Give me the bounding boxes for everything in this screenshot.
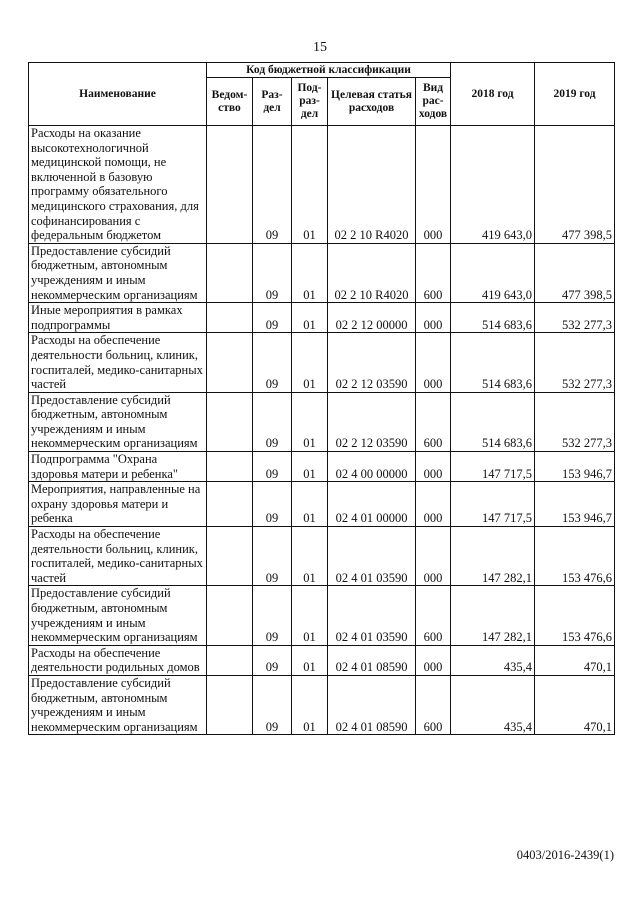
row-vedomstvo [207,675,253,734]
row-vid: 000 [416,482,451,527]
row-2019: 532 277,3 [535,333,615,392]
table-row [29,527,615,586]
table-row [29,243,615,302]
row-2019: 477 398,5 [535,126,615,244]
row-name: Предоставление субсидий бюджетным, автономным учреждениям и иным некоммерческим организациям [29,243,207,302]
row-vid: 600 [416,392,451,451]
row-podrazdel: 01 [292,675,328,734]
row-vid: 600 [416,586,451,645]
budget-table [28,62,615,735]
row-2018: 435,4 [451,675,535,734]
row-podrazdel: 01 [292,126,328,244]
row-name: Мероприятия, направленные на охрану здоровья матери и ребенка [29,482,207,527]
row-statya: 02 4 01 03590 [328,586,416,645]
row-podrazdel: 01 [292,527,328,586]
row-name: Иные мероприятия в рамках подпрограммы [29,303,207,333]
table-row [29,675,615,734]
row-razdel: 09 [253,586,292,645]
row-vedomstvo [207,126,253,244]
row-name: Предоставление субсидий бюджетным, автономным учреждениям и иным некоммерческим организациям [29,392,207,451]
row-statya: 02 2 12 03590 [328,333,416,392]
header-vid: Вид рас-ходов [416,78,451,126]
row-vid: 000 [416,126,451,244]
row-statya: 02 4 01 00000 [328,482,416,527]
row-name: Расходы на обеспечение деятельности родильных домов [29,645,207,675]
row-2019: 477 398,5 [535,243,615,302]
row-vedomstvo [207,527,253,586]
row-vedomstvo [207,303,253,333]
row-2018: 147 717,5 [451,482,535,527]
header-budget-code-group: Код бюджетной классификации [207,63,451,78]
row-statya: 02 2 10 R4020 [328,243,416,302]
row-statya: 02 2 10 R4020 [328,126,416,244]
row-name: Расходы на обеспечение деятельности больниц, клиник, госпиталей, медико-санитарных частей [29,527,207,586]
row-vedomstvo [207,482,253,527]
row-2018: 435,4 [451,645,535,675]
row-vid: 000 [416,452,451,482]
row-2018: 514 683,6 [451,303,535,333]
table-row [29,392,615,451]
row-razdel: 09 [253,675,292,734]
row-podrazdel: 01 [292,243,328,302]
row-razdel: 09 [253,645,292,675]
row-razdel: 09 [253,303,292,333]
row-razdel: 09 [253,333,292,392]
row-name: Подпрограмма "Охрана здоровья матери и ребенка" [29,452,207,482]
row-2018: 147 282,1 [451,527,535,586]
header-2018: 2018 год [451,63,535,126]
table-header [29,63,615,126]
row-razdel: 09 [253,392,292,451]
row-vid: 600 [416,243,451,302]
table-body [29,126,615,735]
document-code: 0403/2016-2439(1) [516,848,614,862]
row-statya: 02 4 00 00000 [328,452,416,482]
table-row [29,126,615,244]
row-razdel: 09 [253,126,292,244]
row-statya: 02 4 01 08590 [328,645,416,675]
row-name: Расходы на оказание высокотехнологичной медицинской помощи, не включенной в базовую программу обязательного медицинского страхования, для софинансирования с федеральным бюджетом [29,126,207,244]
header-podrazdel: Под-раз-дел [292,78,328,126]
row-statya: 02 4 01 03590 [328,527,416,586]
row-vid: 000 [416,527,451,586]
row-razdel: 09 [253,482,292,527]
row-vedomstvo [207,333,253,392]
row-2019: 153 946,7 [535,482,615,527]
row-2019: 532 277,3 [535,303,615,333]
row-podrazdel: 01 [292,303,328,333]
row-statya: 02 2 12 00000 [328,303,416,333]
header-name: Наименование [29,63,207,126]
page-number: 15 [313,40,327,55]
row-statya: 02 4 01 08590 [328,675,416,734]
header-statya: Целевая статья расходов [328,78,416,126]
row-vedomstvo [207,645,253,675]
row-podrazdel: 01 [292,482,328,527]
row-name: Предоставление субсидий бюджетным, автономным учреждениям и иным некоммерческим организациям [29,675,207,734]
row-vid: 000 [416,645,451,675]
row-2019: 153 946,7 [535,452,615,482]
header-razdel: Раз-дел [253,78,292,126]
row-statya: 02 2 12 03590 [328,392,416,451]
row-2018: 419 643,0 [451,243,535,302]
row-2019: 153 476,6 [535,586,615,645]
row-vid: 000 [416,333,451,392]
row-razdel: 09 [253,243,292,302]
row-2019: 470,1 [535,645,615,675]
row-podrazdel: 01 [292,392,328,451]
row-2019: 153 476,6 [535,527,615,586]
row-razdel: 09 [253,452,292,482]
table-row [29,586,615,645]
header-2019: 2019 год [535,63,615,126]
row-razdel: 09 [253,527,292,586]
header-vedomstvo: Ведом-ство [207,78,253,126]
row-podrazdel: 01 [292,586,328,645]
row-2018: 147 717,5 [451,452,535,482]
row-vedomstvo [207,452,253,482]
row-name: Предоставление субсидий бюджетным, автономным учреждениям и иным некоммерческим организациям [29,586,207,645]
row-2018: 419 643,0 [451,126,535,244]
table-row [29,645,615,675]
table-row [29,333,615,392]
row-2019: 532 277,3 [535,392,615,451]
row-vid: 000 [416,303,451,333]
table-row [29,303,615,333]
table-row [29,452,615,482]
row-podrazdel: 01 [292,452,328,482]
row-vedomstvo [207,243,253,302]
row-name: Расходы на обеспечение деятельности больниц, клиник, госпиталей, медико-санитарных частей [29,333,207,392]
row-2019: 470,1 [535,675,615,734]
row-2018: 147 282,1 [451,586,535,645]
row-vid: 600 [416,675,451,734]
table-row [29,482,615,527]
row-podrazdel: 01 [292,333,328,392]
row-2018: 514 683,6 [451,333,535,392]
row-podrazdel: 01 [292,645,328,675]
row-vedomstvo [207,586,253,645]
row-vedomstvo [207,392,253,451]
row-2018: 514 683,6 [451,392,535,451]
